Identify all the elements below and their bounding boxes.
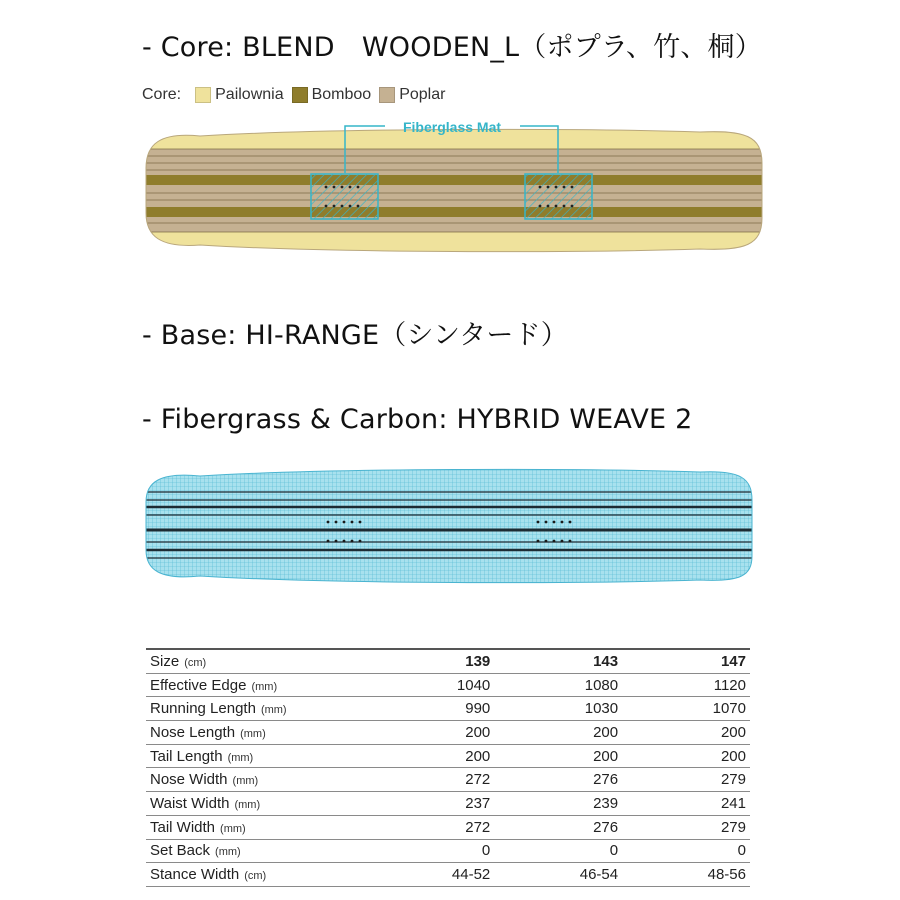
spec-row: Stance Width (cm) 44-52 46-54 48-56 [146, 863, 750, 887]
legend-swatch [195, 87, 211, 103]
core-legend [142, 86, 453, 104]
spec-table [146, 648, 750, 887]
legend-swatch [379, 87, 395, 103]
spec-header-row [146, 649, 750, 673]
size-143: 143 [494, 649, 622, 673]
spec-label: Size (cm) [146, 649, 366, 673]
core-board-diagram [0, 108, 900, 268]
spec-row: Effective Edge (mm) 1040 1080 1120 [146, 673, 750, 697]
base-heading: - Base: HI-RANGE（シンタード） [142, 320, 568, 351]
spec-row: Set Back (mm) 0 0 0 [146, 839, 750, 863]
fiber-heading: - Fibergrass & Carbon: HYBRID WEAVE 2 [142, 404, 693, 435]
legend-swatch [292, 87, 308, 103]
legend-item-pailownia [195, 86, 283, 104]
spec-row: Tail Length (mm) 200 200 200 [146, 744, 750, 768]
legend-label: Pailownia [215, 86, 284, 103]
legend-item-poplar [379, 86, 445, 104]
size-147: 147 [622, 649, 750, 673]
spec-row: Running Length (mm) 990 1030 1070 [146, 697, 750, 721]
core-heading: - Core: BLEND WOODEN_L（ポプラ、竹、桐） [142, 32, 762, 63]
fiberglass-mat-label: Fiberglass Mat [402, 119, 502, 135]
spec-row: Waist Width (mm) 237 239 241 [146, 792, 750, 816]
legend-item-bomboo [292, 86, 372, 104]
size-139: 139 [366, 649, 494, 673]
fiber-board-diagram [0, 458, 900, 598]
spec-row: Tail Width (mm) 272 276 279 [146, 815, 750, 839]
legend-title: Core: [142, 86, 182, 103]
spec-row: Nose Width (mm) 272 276 279 [146, 768, 750, 792]
legend-label: Bomboo [311, 86, 372, 103]
legend-label: Poplar [399, 86, 446, 103]
spec-row: Nose Length (mm) 200 200 200 [146, 721, 750, 745]
